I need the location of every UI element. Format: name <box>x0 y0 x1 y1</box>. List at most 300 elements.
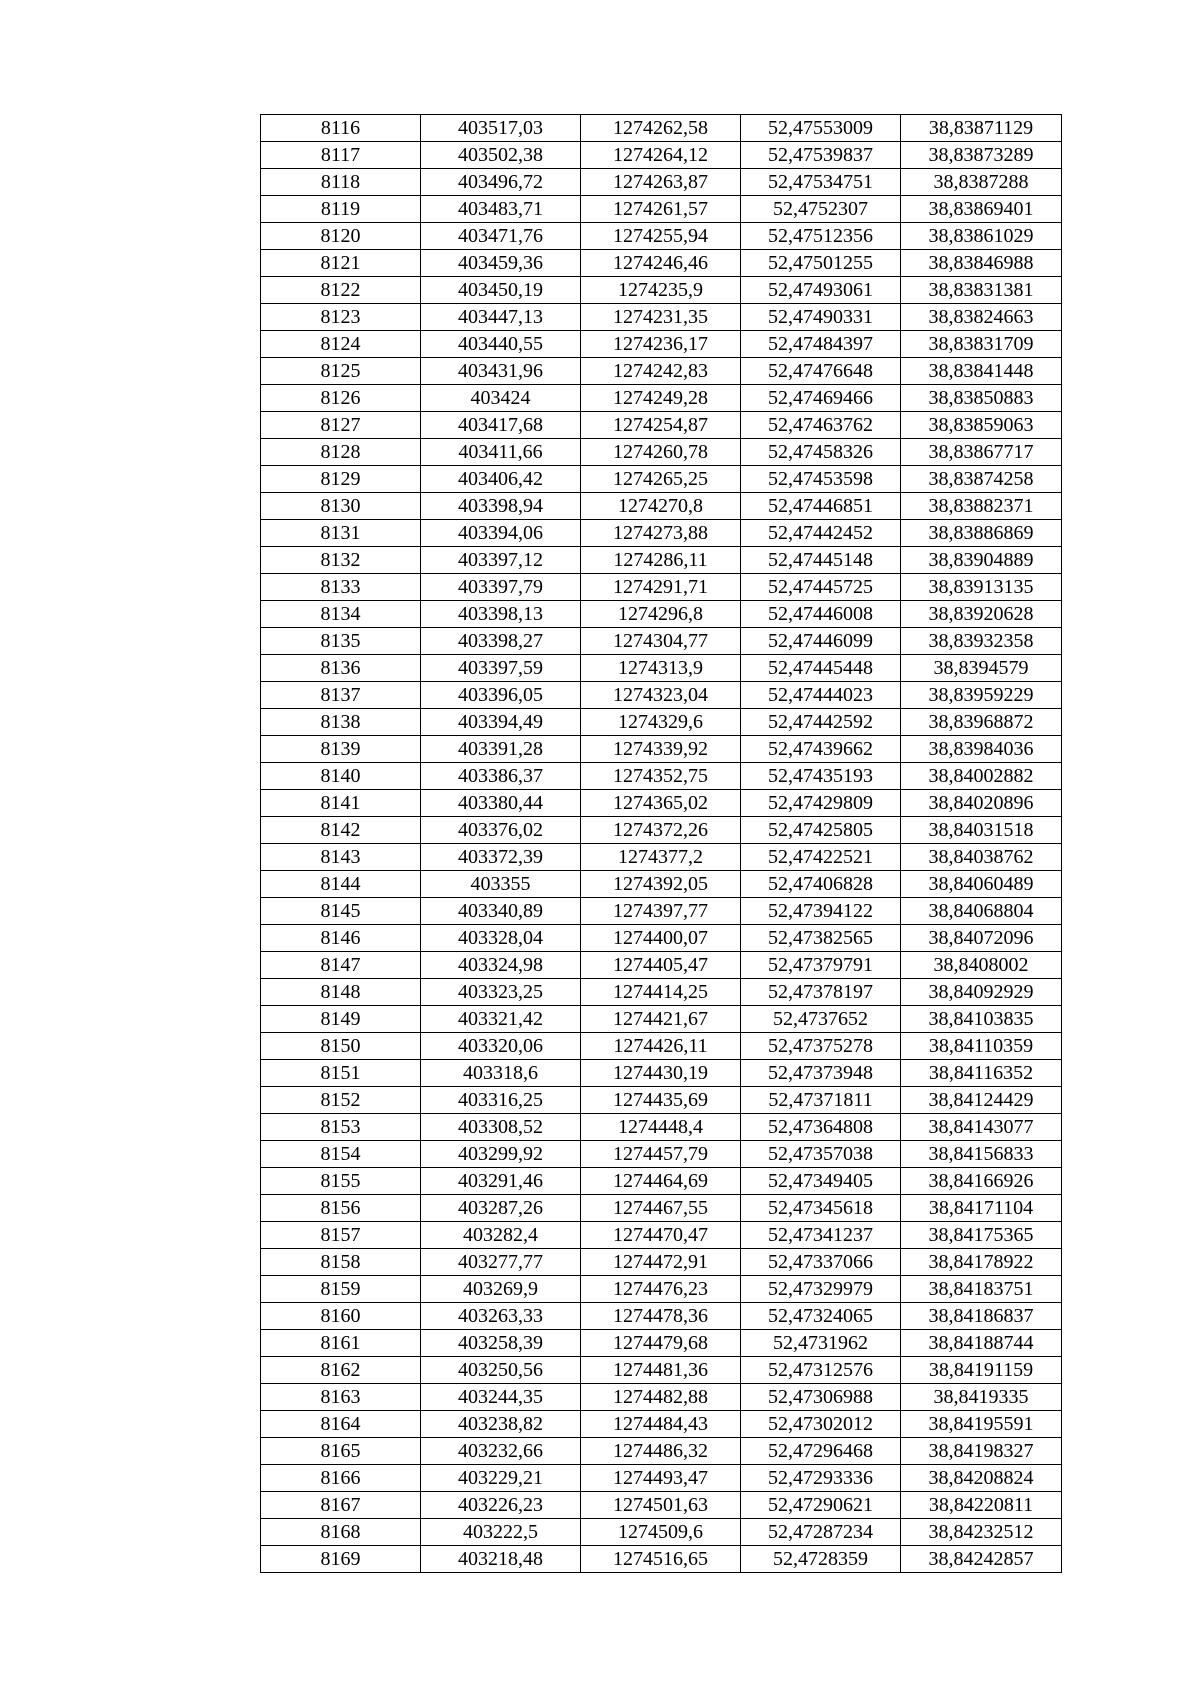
x-coordinate-cell: 403398,94 <box>421 493 581 520</box>
latitude-cell: 52,47382565 <box>741 925 901 952</box>
point-number-cell: 8142 <box>261 817 421 844</box>
longitude-cell: 38,84232512 <box>901 1519 1062 1546</box>
longitude-cell: 38,84116352 <box>901 1060 1062 1087</box>
point-number-cell: 8130 <box>261 493 421 520</box>
point-number-cell: 8146 <box>261 925 421 952</box>
point-number-cell: 8121 <box>261 250 421 277</box>
latitude-cell: 52,47463762 <box>741 412 901 439</box>
table-row <box>261 169 1062 196</box>
latitude-cell: 52,47306988 <box>741 1384 901 1411</box>
x-coordinate-cell: 403222,5 <box>421 1519 581 1546</box>
table-row <box>261 1411 1062 1438</box>
latitude-cell: 52,47341237 <box>741 1222 901 1249</box>
x-coordinate-cell: 403398,13 <box>421 601 581 628</box>
latitude-cell: 52,47293336 <box>741 1465 901 1492</box>
longitude-cell: 38,83869401 <box>901 196 1062 223</box>
longitude-cell: 38,83859063 <box>901 412 1062 439</box>
latitude-cell: 52,47429809 <box>741 790 901 817</box>
longitude-cell: 38,84178922 <box>901 1249 1062 1276</box>
table-row <box>261 466 1062 493</box>
longitude-cell: 38,84060489 <box>901 871 1062 898</box>
x-coordinate-cell: 403263,33 <box>421 1303 581 1330</box>
point-number-cell: 8158 <box>261 1249 421 1276</box>
longitude-cell: 38,83913135 <box>901 574 1062 601</box>
x-coordinate-cell: 403398,27 <box>421 628 581 655</box>
y-coordinate-cell: 1274426,11 <box>581 1033 741 1060</box>
latitude-cell: 52,47490331 <box>741 304 901 331</box>
table-row <box>261 817 1062 844</box>
longitude-cell: 38,84188744 <box>901 1330 1062 1357</box>
y-coordinate-cell: 1274484,43 <box>581 1411 741 1438</box>
longitude-cell: 38,84208824 <box>901 1465 1062 1492</box>
table-row <box>261 871 1062 898</box>
longitude-cell: 38,84175365 <box>901 1222 1062 1249</box>
point-number-cell: 8157 <box>261 1222 421 1249</box>
y-coordinate-cell: 1274476,23 <box>581 1276 741 1303</box>
x-coordinate-cell: 403459,36 <box>421 250 581 277</box>
y-coordinate-cell: 1274365,02 <box>581 790 741 817</box>
table-row <box>261 952 1062 979</box>
latitude-cell: 52,47453598 <box>741 466 901 493</box>
longitude-cell: 38,84191159 <box>901 1357 1062 1384</box>
point-number-cell: 8126 <box>261 385 421 412</box>
point-number-cell: 8164 <box>261 1411 421 1438</box>
y-coordinate-cell: 1274501,63 <box>581 1492 741 1519</box>
x-coordinate-cell: 403287,26 <box>421 1195 581 1222</box>
x-coordinate-cell: 403471,76 <box>421 223 581 250</box>
point-number-cell: 8167 <box>261 1492 421 1519</box>
table-row <box>261 1357 1062 1384</box>
x-coordinate-cell: 403232,66 <box>421 1438 581 1465</box>
point-number-cell: 8156 <box>261 1195 421 1222</box>
table-row <box>261 925 1062 952</box>
table-row <box>261 1006 1062 1033</box>
longitude-cell: 38,83850883 <box>901 385 1062 412</box>
table-row <box>261 1222 1062 1249</box>
y-coordinate-cell: 1274291,71 <box>581 574 741 601</box>
latitude-cell: 52,47406828 <box>741 871 901 898</box>
y-coordinate-cell: 1274464,69 <box>581 1168 741 1195</box>
point-number-cell: 8139 <box>261 736 421 763</box>
table-row <box>261 898 1062 925</box>
table-row <box>261 1492 1062 1519</box>
point-number-cell: 8122 <box>261 277 421 304</box>
y-coordinate-cell: 1274405,47 <box>581 952 741 979</box>
latitude-cell: 52,47446851 <box>741 493 901 520</box>
longitude-cell: 38,84156833 <box>901 1141 1062 1168</box>
y-coordinate-cell: 1274246,46 <box>581 250 741 277</box>
table-row <box>261 223 1062 250</box>
x-coordinate-cell: 403376,02 <box>421 817 581 844</box>
point-number-cell: 8116 <box>261 115 421 142</box>
table-row <box>261 358 1062 385</box>
x-coordinate-cell: 403321,42 <box>421 1006 581 1033</box>
latitude-cell: 52,47324065 <box>741 1303 901 1330</box>
latitude-cell: 52,47357038 <box>741 1141 901 1168</box>
latitude-cell: 52,47287234 <box>741 1519 901 1546</box>
longitude-cell: 38,83886869 <box>901 520 1062 547</box>
x-coordinate-cell: 403282,4 <box>421 1222 581 1249</box>
latitude-cell: 52,47379791 <box>741 952 901 979</box>
longitude-cell: 38,84195591 <box>901 1411 1062 1438</box>
longitude-cell: 38,84166926 <box>901 1168 1062 1195</box>
point-number-cell: 8135 <box>261 628 421 655</box>
longitude-cell: 38,83846988 <box>901 250 1062 277</box>
longitude-cell: 38,84110359 <box>901 1033 1062 1060</box>
y-coordinate-cell: 1274260,78 <box>581 439 741 466</box>
y-coordinate-cell: 1274478,36 <box>581 1303 741 1330</box>
latitude-cell: 52,47394122 <box>741 898 901 925</box>
y-coordinate-cell: 1274270,8 <box>581 493 741 520</box>
x-coordinate-cell: 403391,28 <box>421 736 581 763</box>
longitude-cell: 38,84092929 <box>901 979 1062 1006</box>
latitude-cell: 52,47371811 <box>741 1087 901 1114</box>
y-coordinate-cell: 1274479,68 <box>581 1330 741 1357</box>
y-coordinate-cell: 1274323,04 <box>581 682 741 709</box>
longitude-cell: 38,84103835 <box>901 1006 1062 1033</box>
point-number-cell: 8148 <box>261 979 421 1006</box>
y-coordinate-cell: 1274249,28 <box>581 385 741 412</box>
point-number-cell: 8132 <box>261 547 421 574</box>
latitude-cell: 52,47349405 <box>741 1168 901 1195</box>
table-row <box>261 1033 1062 1060</box>
x-coordinate-cell: 403328,04 <box>421 925 581 952</box>
table-row <box>261 115 1062 142</box>
y-coordinate-cell: 1274261,57 <box>581 196 741 223</box>
table-row <box>261 1060 1062 1087</box>
point-number-cell: 8169 <box>261 1546 421 1573</box>
point-number-cell: 8128 <box>261 439 421 466</box>
point-number-cell: 8150 <box>261 1033 421 1060</box>
longitude-cell: 38,83984036 <box>901 736 1062 763</box>
x-coordinate-cell: 403340,89 <box>421 898 581 925</box>
y-coordinate-cell: 1274329,6 <box>581 709 741 736</box>
x-coordinate-cell: 403386,37 <box>421 763 581 790</box>
latitude-cell: 52,47442592 <box>741 709 901 736</box>
table-row <box>261 574 1062 601</box>
table-row <box>261 844 1062 871</box>
point-number-cell: 8153 <box>261 1114 421 1141</box>
y-coordinate-cell: 1274236,17 <box>581 331 741 358</box>
x-coordinate-cell: 403244,35 <box>421 1384 581 1411</box>
x-coordinate-cell: 403424 <box>421 385 581 412</box>
latitude-cell: 52,47375278 <box>741 1033 901 1060</box>
y-coordinate-cell: 1274377,2 <box>581 844 741 871</box>
x-coordinate-cell: 403440,55 <box>421 331 581 358</box>
latitude-cell: 52,47290621 <box>741 1492 901 1519</box>
point-number-cell: 8145 <box>261 898 421 925</box>
point-number-cell: 8136 <box>261 655 421 682</box>
table-row <box>261 1276 1062 1303</box>
longitude-cell: 38,84068804 <box>901 898 1062 925</box>
table-row <box>261 439 1062 466</box>
x-coordinate-cell: 403394,49 <box>421 709 581 736</box>
y-coordinate-cell: 1274516,65 <box>581 1546 741 1573</box>
table-row <box>261 520 1062 547</box>
coordinates-table-body <box>261 115 1062 1573</box>
latitude-cell: 52,47296468 <box>741 1438 901 1465</box>
y-coordinate-cell: 1274231,35 <box>581 304 741 331</box>
latitude-cell: 52,47442452 <box>741 520 901 547</box>
latitude-cell: 52,4737652 <box>741 1006 901 1033</box>
table-row <box>261 1114 1062 1141</box>
latitude-cell: 52,47446099 <box>741 628 901 655</box>
point-number-cell: 8147 <box>261 952 421 979</box>
table-row <box>261 331 1062 358</box>
x-coordinate-cell: 403258,39 <box>421 1330 581 1357</box>
x-coordinate-cell: 403323,25 <box>421 979 581 1006</box>
x-coordinate-cell: 403318,6 <box>421 1060 581 1087</box>
y-coordinate-cell: 1274286,11 <box>581 547 741 574</box>
table-row <box>261 142 1062 169</box>
x-coordinate-cell: 403411,66 <box>421 439 581 466</box>
table-row <box>261 385 1062 412</box>
y-coordinate-cell: 1274509,6 <box>581 1519 741 1546</box>
latitude-cell: 52,47337066 <box>741 1249 901 1276</box>
x-coordinate-cell: 403308,52 <box>421 1114 581 1141</box>
longitude-cell: 38,84031518 <box>901 817 1062 844</box>
table-row <box>261 1519 1062 1546</box>
point-number-cell: 8151 <box>261 1060 421 1087</box>
longitude-cell: 38,83871129 <box>901 115 1062 142</box>
x-coordinate-cell: 403517,03 <box>421 115 581 142</box>
x-coordinate-cell: 403218,48 <box>421 1546 581 1573</box>
x-coordinate-cell: 403431,96 <box>421 358 581 385</box>
latitude-cell: 52,47364808 <box>741 1114 901 1141</box>
longitude-cell: 38,83959229 <box>901 682 1062 709</box>
latitude-cell: 52,47469466 <box>741 385 901 412</box>
table-row <box>261 601 1062 628</box>
point-number-cell: 8120 <box>261 223 421 250</box>
y-coordinate-cell: 1274273,88 <box>581 520 741 547</box>
x-coordinate-cell: 403483,71 <box>421 196 581 223</box>
y-coordinate-cell: 1274430,19 <box>581 1060 741 1087</box>
latitude-cell: 52,47493061 <box>741 277 901 304</box>
longitude-cell: 38,8419335 <box>901 1384 1062 1411</box>
longitude-cell: 38,83920628 <box>901 601 1062 628</box>
latitude-cell: 52,47512356 <box>741 223 901 250</box>
longitude-cell: 38,83861029 <box>901 223 1062 250</box>
point-number-cell: 8162 <box>261 1357 421 1384</box>
longitude-cell: 38,84002882 <box>901 763 1062 790</box>
latitude-cell: 52,47422521 <box>741 844 901 871</box>
x-coordinate-cell: 403277,77 <box>421 1249 581 1276</box>
table-row <box>261 277 1062 304</box>
y-coordinate-cell: 1274470,47 <box>581 1222 741 1249</box>
latitude-cell: 52,47501255 <box>741 250 901 277</box>
point-number-cell: 8138 <box>261 709 421 736</box>
latitude-cell: 52,47445148 <box>741 547 901 574</box>
table-row <box>261 250 1062 277</box>
table-row <box>261 709 1062 736</box>
point-number-cell: 8129 <box>261 466 421 493</box>
y-coordinate-cell: 1274264,12 <box>581 142 741 169</box>
longitude-cell: 38,84171104 <box>901 1195 1062 1222</box>
longitude-cell: 38,8394579 <box>901 655 1062 682</box>
y-coordinate-cell: 1274457,79 <box>581 1141 741 1168</box>
point-number-cell: 8154 <box>261 1141 421 1168</box>
table-row <box>261 628 1062 655</box>
y-coordinate-cell: 1274265,25 <box>581 466 741 493</box>
y-coordinate-cell: 1274421,67 <box>581 1006 741 1033</box>
longitude-cell: 38,83874258 <box>901 466 1062 493</box>
x-coordinate-cell: 403299,92 <box>421 1141 581 1168</box>
latitude-cell: 52,47484397 <box>741 331 901 358</box>
latitude-cell: 52,47425805 <box>741 817 901 844</box>
point-number-cell: 8144 <box>261 871 421 898</box>
x-coordinate-cell: 403380,44 <box>421 790 581 817</box>
point-number-cell: 8159 <box>261 1276 421 1303</box>
x-coordinate-cell: 403372,39 <box>421 844 581 871</box>
latitude-cell: 52,4731962 <box>741 1330 901 1357</box>
latitude-cell: 52,47378197 <box>741 979 901 1006</box>
table-row <box>261 1465 1062 1492</box>
x-coordinate-cell: 403417,68 <box>421 412 581 439</box>
table-row <box>261 304 1062 331</box>
coordinates-table <box>260 114 1062 1573</box>
x-coordinate-cell: 403229,21 <box>421 1465 581 1492</box>
latitude-cell: 52,47476648 <box>741 358 901 385</box>
x-coordinate-cell: 403394,06 <box>421 520 581 547</box>
point-number-cell: 8140 <box>261 763 421 790</box>
latitude-cell: 52,47373948 <box>741 1060 901 1087</box>
y-coordinate-cell: 1274435,69 <box>581 1087 741 1114</box>
y-coordinate-cell: 1274482,88 <box>581 1384 741 1411</box>
y-coordinate-cell: 1274392,05 <box>581 871 741 898</box>
longitude-cell: 38,83904889 <box>901 547 1062 574</box>
y-coordinate-cell: 1274313,9 <box>581 655 741 682</box>
x-coordinate-cell: 403291,46 <box>421 1168 581 1195</box>
point-number-cell: 8166 <box>261 1465 421 1492</box>
table-row <box>261 1141 1062 1168</box>
y-coordinate-cell: 1274472,91 <box>581 1249 741 1276</box>
longitude-cell: 38,84186837 <box>901 1303 1062 1330</box>
longitude-cell: 38,8408002 <box>901 952 1062 979</box>
longitude-cell: 38,83873289 <box>901 142 1062 169</box>
y-coordinate-cell: 1274481,36 <box>581 1357 741 1384</box>
longitude-cell: 38,84020896 <box>901 790 1062 817</box>
longitude-cell: 38,8387288 <box>901 169 1062 196</box>
y-coordinate-cell: 1274339,92 <box>581 736 741 763</box>
point-number-cell: 8160 <box>261 1303 421 1330</box>
latitude-cell: 52,47446008 <box>741 601 901 628</box>
latitude-cell: 52,47534751 <box>741 169 901 196</box>
table-row <box>261 1438 1062 1465</box>
table-row <box>261 547 1062 574</box>
longitude-cell: 38,84220811 <box>901 1492 1062 1519</box>
table-row <box>261 1303 1062 1330</box>
table-row <box>261 979 1062 1006</box>
latitude-cell: 52,47439662 <box>741 736 901 763</box>
y-coordinate-cell: 1274397,77 <box>581 898 741 925</box>
y-coordinate-cell: 1274372,26 <box>581 817 741 844</box>
longitude-cell: 38,83882371 <box>901 493 1062 520</box>
y-coordinate-cell: 1274296,8 <box>581 601 741 628</box>
point-number-cell: 8137 <box>261 682 421 709</box>
y-coordinate-cell: 1274242,83 <box>581 358 741 385</box>
point-number-cell: 8161 <box>261 1330 421 1357</box>
longitude-cell: 38,84038762 <box>901 844 1062 871</box>
latitude-cell: 52,4728359 <box>741 1546 901 1573</box>
latitude-cell: 52,47458326 <box>741 439 901 466</box>
longitude-cell: 38,84124429 <box>901 1087 1062 1114</box>
x-coordinate-cell: 403502,38 <box>421 142 581 169</box>
table-row <box>261 1168 1062 1195</box>
table-row <box>261 196 1062 223</box>
x-coordinate-cell: 403447,13 <box>421 304 581 331</box>
x-coordinate-cell: 403250,56 <box>421 1357 581 1384</box>
table-row <box>261 1087 1062 1114</box>
latitude-cell: 52,47553009 <box>741 115 901 142</box>
x-coordinate-cell: 403397,12 <box>421 547 581 574</box>
latitude-cell: 52,47445448 <box>741 655 901 682</box>
latitude-cell: 52,47312576 <box>741 1357 901 1384</box>
x-coordinate-cell: 403324,98 <box>421 952 581 979</box>
latitude-cell: 52,47539837 <box>741 142 901 169</box>
x-coordinate-cell: 403316,25 <box>421 1087 581 1114</box>
table-row <box>261 1384 1062 1411</box>
x-coordinate-cell: 403226,23 <box>421 1492 581 1519</box>
point-number-cell: 8168 <box>261 1519 421 1546</box>
table-row <box>261 655 1062 682</box>
longitude-cell: 38,83841448 <box>901 358 1062 385</box>
y-coordinate-cell: 1274486,32 <box>581 1438 741 1465</box>
longitude-cell: 38,83831709 <box>901 331 1062 358</box>
point-number-cell: 8118 <box>261 169 421 196</box>
table-row <box>261 412 1062 439</box>
latitude-cell: 52,47329979 <box>741 1276 901 1303</box>
x-coordinate-cell: 403269,9 <box>421 1276 581 1303</box>
point-number-cell: 8123 <box>261 304 421 331</box>
x-coordinate-cell: 403355 <box>421 871 581 898</box>
table-row <box>261 682 1062 709</box>
point-number-cell: 8124 <box>261 331 421 358</box>
longitude-cell: 38,84143077 <box>901 1114 1062 1141</box>
table-row <box>261 1330 1062 1357</box>
longitude-cell: 38,84242857 <box>901 1546 1062 1573</box>
latitude-cell: 52,47435193 <box>741 763 901 790</box>
x-coordinate-cell: 403397,79 <box>421 574 581 601</box>
longitude-cell: 38,84072096 <box>901 925 1062 952</box>
longitude-cell: 38,83968872 <box>901 709 1062 736</box>
latitude-cell: 52,47345618 <box>741 1195 901 1222</box>
longitude-cell: 38,83867717 <box>901 439 1062 466</box>
point-number-cell: 8131 <box>261 520 421 547</box>
point-number-cell: 8119 <box>261 196 421 223</box>
y-coordinate-cell: 1274467,55 <box>581 1195 741 1222</box>
x-coordinate-cell: 403450,19 <box>421 277 581 304</box>
latitude-cell: 52,47445725 <box>741 574 901 601</box>
table-row <box>261 790 1062 817</box>
x-coordinate-cell: 403397,59 <box>421 655 581 682</box>
y-coordinate-cell: 1274254,87 <box>581 412 741 439</box>
x-coordinate-cell: 403320,06 <box>421 1033 581 1060</box>
longitude-cell: 38,84198327 <box>901 1438 1062 1465</box>
y-coordinate-cell: 1274493,47 <box>581 1465 741 1492</box>
y-coordinate-cell: 1274448,4 <box>581 1114 741 1141</box>
longitude-cell: 38,84183751 <box>901 1276 1062 1303</box>
point-number-cell: 8141 <box>261 790 421 817</box>
point-number-cell: 8134 <box>261 601 421 628</box>
point-number-cell: 8163 <box>261 1384 421 1411</box>
point-number-cell: 8165 <box>261 1438 421 1465</box>
point-number-cell: 8127 <box>261 412 421 439</box>
x-coordinate-cell: 403406,42 <box>421 466 581 493</box>
point-number-cell: 8125 <box>261 358 421 385</box>
table-row <box>261 1249 1062 1276</box>
y-coordinate-cell: 1274352,75 <box>581 763 741 790</box>
point-number-cell: 8143 <box>261 844 421 871</box>
